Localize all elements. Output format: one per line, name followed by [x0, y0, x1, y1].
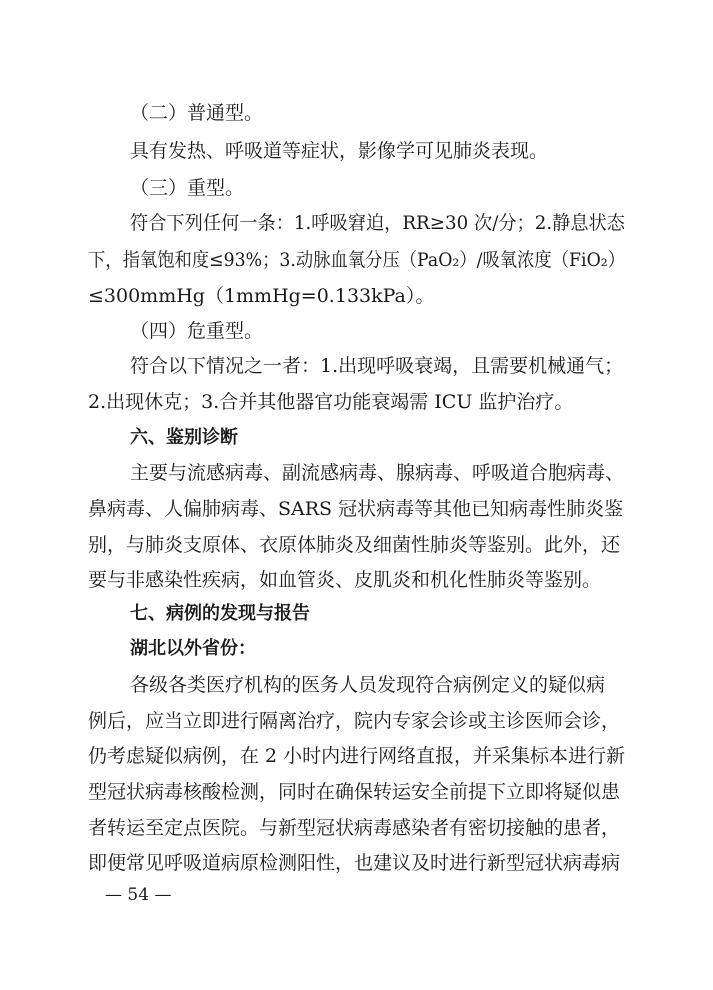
paragraph-line: 主要与流感病毒、副流感病毒、腺病毒、呼吸道合胞病毒、: [130, 462, 625, 484]
page-number: — 54 —: [105, 885, 172, 905]
paragraph-line: 符合以下情况之一者：1.出现呼吸衰竭，且需要机械通气；: [130, 355, 624, 377]
section-heading-case-reporting: 七、病例的发现与报告: [130, 603, 310, 624]
paragraph-line: 仍考虑疑似病例，在 2 小时内进行网络直报，并采集标本进行新: [88, 745, 626, 767]
paragraph-line: 符合下列任何一条：1.呼吸窘迫，RR≥30 次/分；2.静息状态: [130, 212, 625, 234]
subheading-outside-hubei: 湖北以外省份：: [130, 638, 256, 659]
section-heading-differential-diagnosis: 六、鉴别诊断: [130, 427, 238, 448]
paragraph-line: 者转运至定点医院。与新型冠状病毒感染者有密切接触的患者，: [88, 817, 621, 839]
paragraph-line: ≤300mmHg（1mmHg=0.133kPa）。: [88, 285, 435, 307]
paragraph-line: 即便常见呼吸道病原检测阳性，也建议及时进行新型冠状病毒病: [88, 852, 621, 874]
paragraph-line: 各级各类医疗机构的医务人员发现符合病例定义的疑似病: [130, 674, 606, 696]
paragraph-line: 要与非感染性疾病，如血管炎、皮肌炎和机化性肺炎等鉴别。: [88, 569, 602, 591]
paragraph-line: 型冠状病毒核酸检测，同时在确保转运安全前提下立即将疑似患: [88, 781, 621, 803]
heading-ordinary-type: （二）普通型。: [130, 102, 264, 124]
paragraph-line: 鼻病毒、人偏肺病毒、SARS 冠状病毒等其他已知病毒性肺炎鉴: [88, 498, 624, 520]
paragraph-line: 下，指氧饱和度≤93%；3.动脉血氧分压（PaO₂）/吸氧浓度（FiO₂）: [88, 249, 626, 271]
paragraph-line: 别，与肺炎支原体、衣原体肺炎及细菌性肺炎等鉴别。此外，还: [88, 534, 621, 556]
paragraph-line: 例后，应当立即进行隔离治疗，院内专家会诊或主诊医师会诊，: [88, 710, 621, 732]
paragraph-line: 2.出现休克；3.合并其他器官功能衰竭需 ICU 监护治疗。: [88, 391, 574, 413]
heading-severe-type: （三）重型。: [130, 177, 245, 199]
paragraph-line: 具有发热、呼吸道等症状，影像学可见肺炎表现。: [130, 140, 549, 162]
heading-critical-type: （四）危重型。: [130, 320, 264, 342]
